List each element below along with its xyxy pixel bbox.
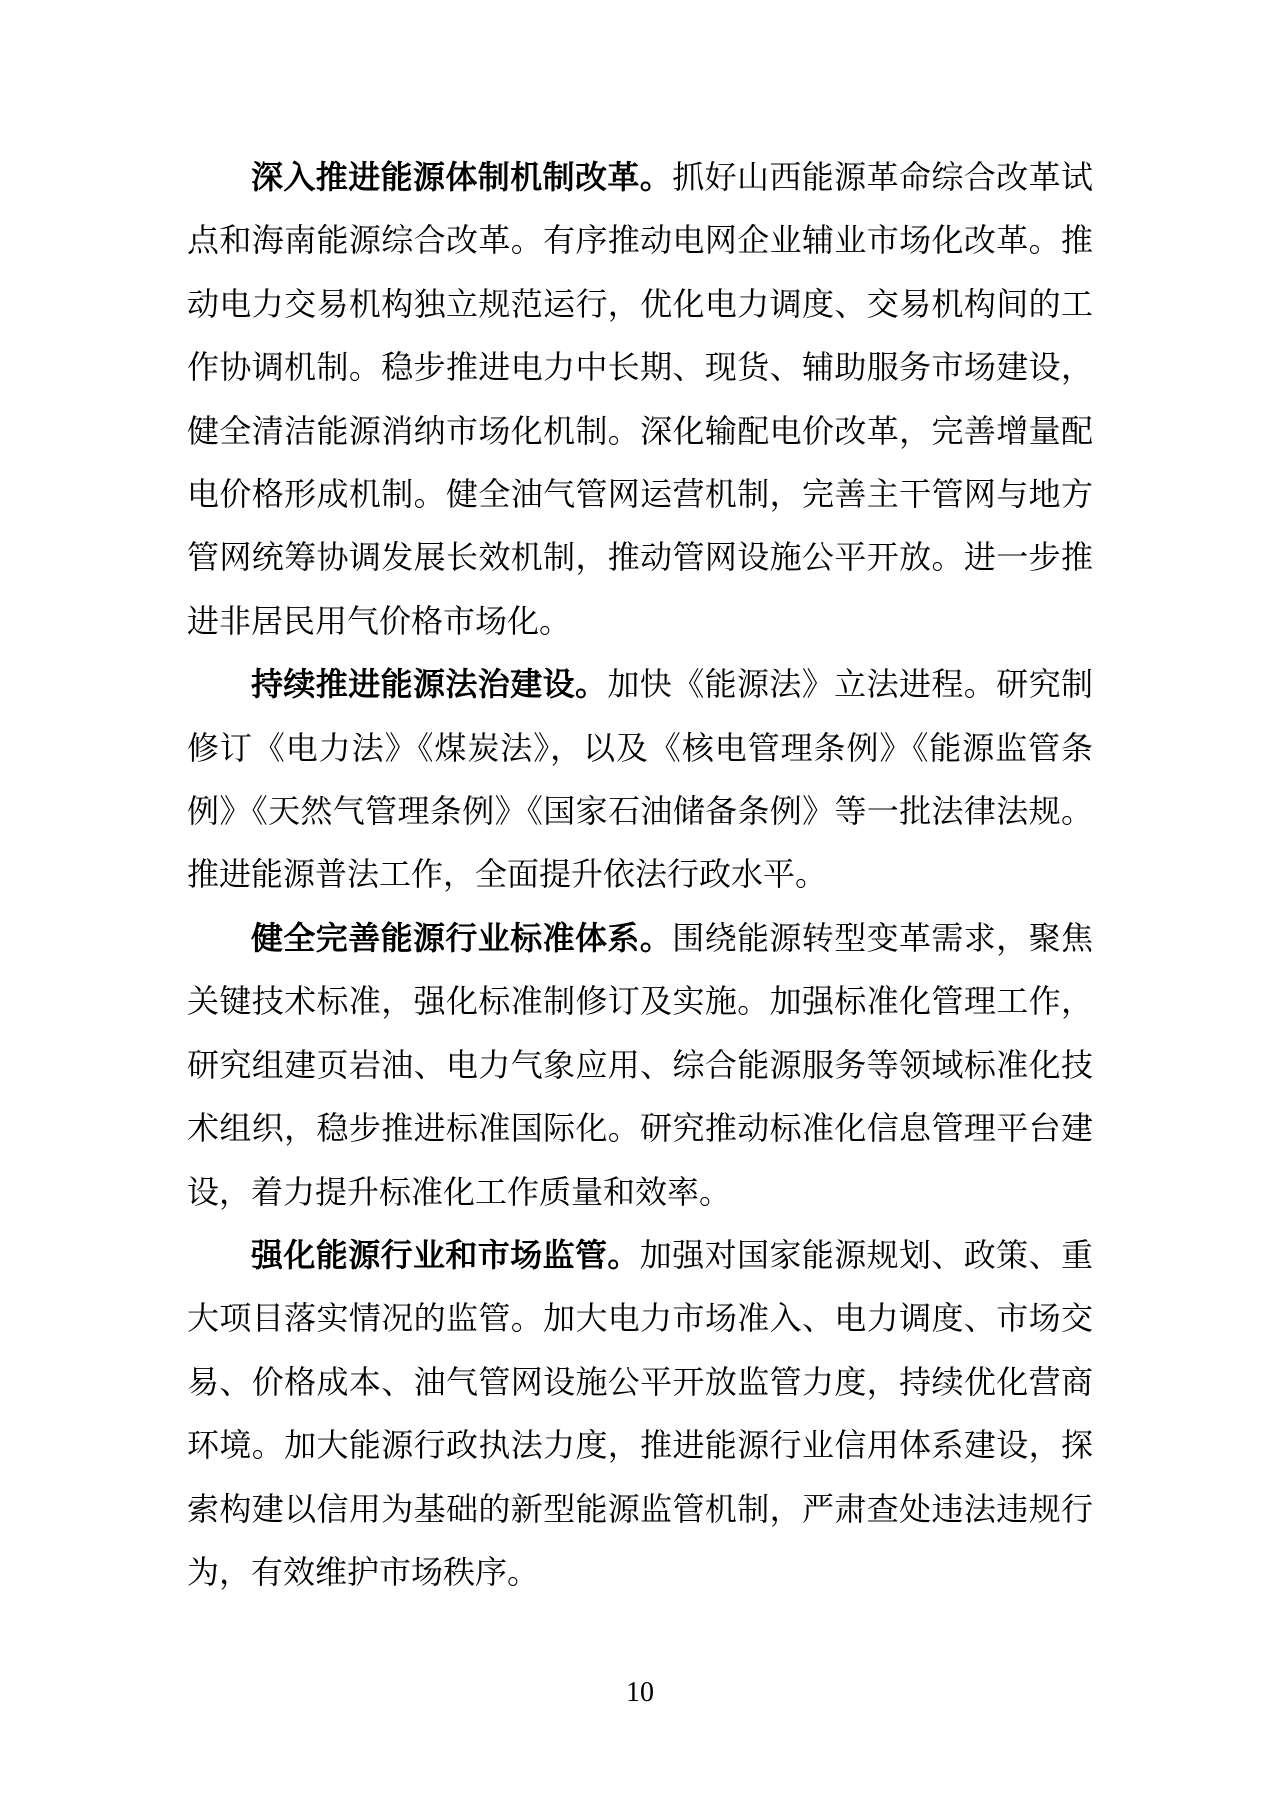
- paragraph-energy-system-reform: [187, 146, 1093, 653]
- paragraph-energy-rule-of-law: [187, 653, 1093, 907]
- paragraph-lead: 深入推进能源体制机制改革。: [251, 159, 673, 195]
- paragraph-text: 加强对国家能源规划、政策、重大项目落实情况的监管。加大电力市场准入、电力调度、市场交易、价格成本、油气管网设施公平开放监管力度，持续优化营商环境。加大能源行政执法力度，推进能源行业信用体系建设，探索构建以信用为基础的新型能源监管机制，严肃查处违法违规行为，有效维护市场秩序。: [187, 1236, 1093, 1590]
- page-number: 10: [626, 1677, 654, 1708]
- paragraph-industry-standards: [187, 907, 1093, 1224]
- paragraph-text: 加快《能源法》立法进程。研究制修订《电力法》《煤炭法》，以及《核电管理条例》《能源监管条例》《天然气管理条例》《国家石油储备条例》等一批法律法规。推进能源普法工作，全面提升依法行政水平。: [187, 666, 1093, 893]
- paragraph-lead: 强化能源行业和市场监管。: [251, 1236, 640, 1273]
- paragraph-text: 抓好山西能源革命综合改革试点和海南能源综合改革。有序推动电网企业辅业市场化改革。推动电力交易机构独立规范运行，优化电力调度、交易机构间的工作协调机制。稳步推进电力中长期、现货、辅助服务市场建设，健全清洁能源消纳市场化机制。深化输配电价改革，完善增量配电价格形成机制。健全油气管网运营机制，完善主干管网与地方管网统筹协调发展长效机制，推动管网设施公平开放。进一步推进非居民用气价格市场化。: [187, 159, 1093, 639]
- paragraph-market-supervision: [187, 1224, 1093, 1604]
- paragraph-lead: 健全完善能源行业标准体系。: [251, 919, 673, 956]
- paragraph-lead: 持续推进能源法治建设。: [251, 666, 608, 703]
- paragraph-text: 围绕能源转型变革需求，聚焦关键技术标准，强化标准制修订及实施。加强标准化管理工作，研究组建页岩油、电力气象应用、综合能源服务等领域标准化技术组织，稳步推进标准国际化。研究推动标准化信息管理平台建设，着力提升标准化工作质量和效率。: [187, 919, 1093, 1210]
- document-body: [187, 146, 1093, 1604]
